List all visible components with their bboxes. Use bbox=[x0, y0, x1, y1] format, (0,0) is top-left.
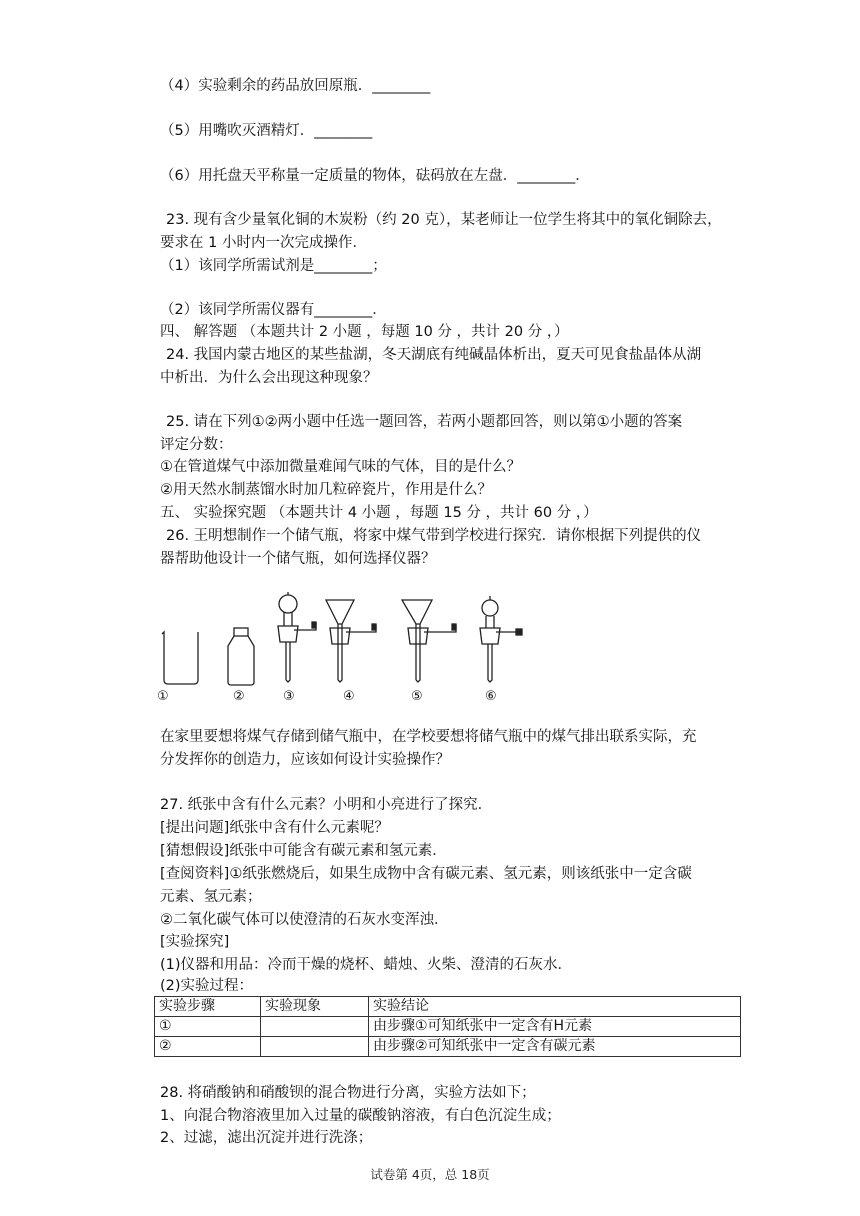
table-header: 实验步骤 bbox=[155, 997, 261, 1017]
apparatus-figure bbox=[150, 592, 550, 687]
long-neck-funnel-icon bbox=[326, 600, 376, 682]
q23-stem-1: 23. 现有含少量氧化铜的木炭粉（约 20 克），某老师让一位学生将其中的氧化铜除去， bbox=[166, 212, 722, 228]
funnel-bent-tube-icon bbox=[402, 600, 456, 682]
gas-bottle-icon bbox=[228, 628, 254, 685]
apparatus-label-2: ② bbox=[233, 689, 245, 704]
q27-stem: 27. 纸张中含有什么元素？小明和小亮进行了探究． bbox=[160, 797, 493, 813]
q25-sub-1: ①在管道煤气中添加微量难闻气味的气体，目的是什么？ bbox=[160, 459, 521, 475]
q25-stem-2: 评定分数： bbox=[160, 437, 233, 453]
apparatus-label-5: ⑤ bbox=[411, 689, 423, 704]
page-footer: 试卷第 4页，总 18页 bbox=[370, 1167, 490, 1182]
q24-stem-2: 中析出．为什么会出现这种现象？ bbox=[160, 370, 378, 386]
table-cell: ② bbox=[155, 1037, 261, 1057]
experiment-table bbox=[154, 996, 741, 1057]
q28-step-2: 2、过滤，滤出沉淀并进行洗涤； bbox=[160, 1130, 373, 1146]
q24-stem-1: 24. 我国内蒙古地区的某些盐湖，冬天湖底有纯碱晶体析出，夏天可见食盐晶体从湖 bbox=[166, 347, 702, 363]
q27-process: (2)实验过程： bbox=[160, 978, 254, 994]
q27-question: [提出问题]纸张中含有什么元素呢？ bbox=[160, 820, 389, 836]
q22-item-4: （4）实验剩余的药品放回原瓶．________ bbox=[160, 78, 431, 94]
q23-part-2: （2）该同学所需仪器有________． bbox=[160, 302, 387, 318]
section-5-heading: 五、 实验探究题 （本题共计 4 小题 ，每题 15 分 ，共计 60 分 ，） bbox=[160, 505, 598, 521]
apparatus-label-3: ③ bbox=[283, 689, 295, 704]
bulb-funnel-icon bbox=[480, 596, 522, 682]
apparatus-label-6: ⑥ bbox=[485, 689, 497, 704]
table-header: 实验结论 bbox=[369, 997, 741, 1017]
q26-stem-1: 26. 王明想制作一个储气瓶，将家中煤气带到学校进行探究．请你根据下列提供的仪 bbox=[166, 528, 702, 544]
q23-stem-2: 要求在 1 小时内一次完成操作． bbox=[160, 235, 367, 251]
q26-stem-2: 器帮助他设计一个储气瓶，如何选择仪器？ bbox=[160, 551, 436, 567]
q22-item-5: （5）用嘴吹灭酒精灯．________ bbox=[160, 123, 373, 139]
table-cell bbox=[261, 1017, 369, 1037]
section-4-heading: 四、 解答题 （本题共计 2 小题 ，每题 10 分 ，共计 20 分 ，） bbox=[160, 324, 569, 340]
q26-task-1: 在家里要想将煤气存储到储气瓶中，在学校要想将储气瓶中的煤气排出联系实际，充 bbox=[160, 729, 697, 745]
q27-exploration: [实验探究] bbox=[160, 934, 230, 950]
q28-stem: 28. 将硝酸钠和硝酸钡的混合物进行分离，实验方法如下； bbox=[160, 1085, 536, 1101]
q23-part-1: （1）该同学所需试剂是________； bbox=[160, 258, 387, 274]
table-header-row bbox=[155, 997, 741, 1017]
table-cell: ① bbox=[155, 1017, 261, 1037]
q22-item-6: （6）用托盘天平称量一定质量的物体，砝码放在左盘．________． bbox=[160, 168, 590, 184]
table-header: 实验现象 bbox=[261, 997, 369, 1017]
separatory-funnel-icon bbox=[278, 592, 316, 682]
apparatus-label-1: ① bbox=[157, 689, 169, 704]
table-row bbox=[155, 1037, 741, 1057]
q26-task-2: 分发挥你的创造力，应该如何设计实验操作？ bbox=[160, 752, 450, 768]
q25-sub-2: ②用天然水制蒸馏水时加几粒碎瓷片，作用是什么？ bbox=[160, 482, 492, 498]
table-cell: 由步骤②可知纸张中一定含有碳元素 bbox=[369, 1037, 741, 1057]
q27-reference-1: [查阅资料]①纸张燃烧后，如果生成物中含有碳元素、氢元素，则该纸张中一定含碳 bbox=[160, 866, 692, 882]
q27-reference-2: ②二氧化碳气体可以使澄清的石灰水变浑浊． bbox=[160, 912, 449, 928]
q25-stem-1: 25. 请在下列①②两小题中任选一题回答，若两小题都回答，则以第①小题的答案 bbox=[166, 414, 683, 430]
table-row bbox=[155, 1017, 741, 1037]
q27-materials: (1)仪器和用品：冷而干燥的烧杯、蜡烛、火柴、澄清的石灰水． bbox=[160, 957, 573, 973]
table-cell bbox=[261, 1037, 369, 1057]
q28-step-1: 1、向混合物溶液里加入过量的碳酸钠溶液，有白色沉淀生成； bbox=[160, 1108, 561, 1124]
beaker-icon bbox=[162, 632, 198, 684]
q27-reference-1b: 元素、氢元素； bbox=[160, 889, 262, 905]
q27-hypothesis: [猜想假设]纸张中可能含有碳元素和氢元素． bbox=[160, 843, 447, 859]
table-cell: 由步骤①可知纸张中一定含有H元素 bbox=[369, 1017, 741, 1037]
apparatus-label-4: ④ bbox=[343, 689, 355, 704]
